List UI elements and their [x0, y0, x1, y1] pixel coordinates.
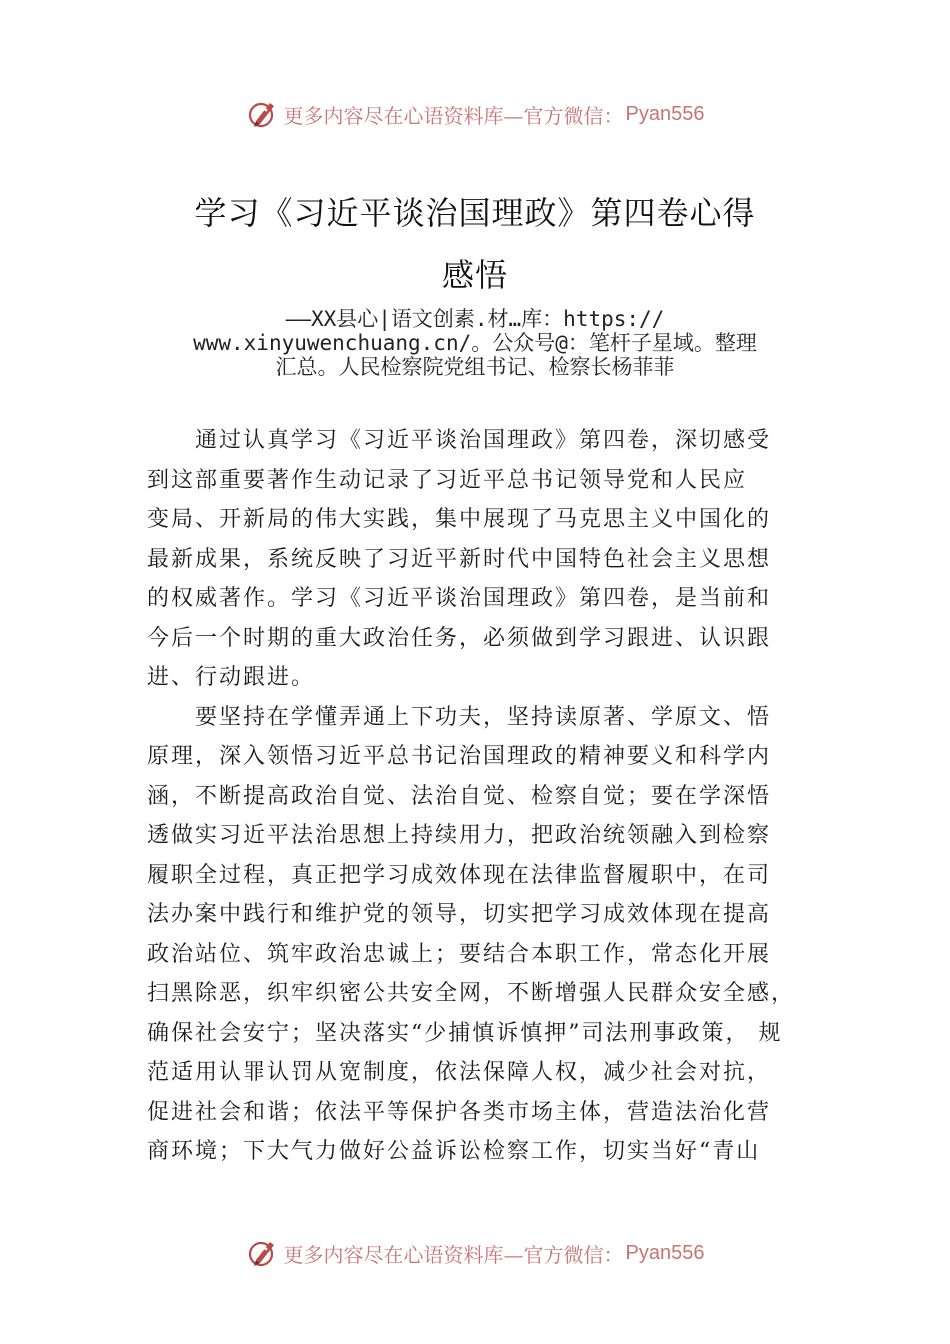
- body-line: 涵，不断提高政治自觉、法治自觉、检察自觉；要在学深悟: [147, 784, 772, 809]
- body-line: 扫黑除恶，织牢织密公共安全网，不断增强人民群众安全感，: [147, 981, 796, 1006]
- pen-nib-logo-icon: [246, 97, 280, 131]
- banner-text: 更多内容尽在心语资料库—官方微信：: [283, 103, 624, 128]
- body-line: 的权威著作。学习《习近平谈治国理政》第四卷，是当前和: [147, 586, 772, 611]
- wechat-id: Pyan556: [625, 1241, 705, 1264]
- body-line: 今后一个时期的重大政治任务，必须做到学习跟进、认识跟: [147, 626, 772, 651]
- body-line: 进、行动跟进。: [147, 665, 316, 690]
- footer-banner: [0, 1233, 950, 1273]
- body-line: 政治站位、筑牢政治忠诚上；要结合本职工作，常态化开展: [147, 942, 772, 967]
- body-line: 到这部重要著作生动记录了习近平总书记领导党和人民应: [147, 468, 748, 493]
- byline-line-2: www.xinyuwenchuang.cn/。公众号@：笔杆子星域。整理: [193, 331, 757, 355]
- body-line: 法办案中践行和维护党的领导，切实把学习成效体现在提高: [147, 902, 772, 927]
- body-line: 促进社会和谐；依法平等保护各类市场主体，营造法治化营: [147, 1100, 772, 1125]
- body-line: 透做实习近平法治思想上持续用力，把政治统领融入到检察: [147, 823, 772, 848]
- header-banner: [0, 94, 950, 134]
- body-line: 履职全过程，真正把学习成效体现在法律监督履职中，在司: [147, 863, 772, 888]
- body-line: 通过认真学习《习近平谈治国理政》第四卷，深切感受: [147, 428, 772, 453]
- body-line: 范适用认罪认罚从宽制度，依法保障人权，减少社会对抗，: [147, 1060, 772, 1085]
- body-line: 变局、开新局的伟大实践，集中展现了马克思主义中国化的: [147, 507, 772, 532]
- body-line: 商环境；下大气力做好公益诉讼检察工作，切实当好“青山: [147, 1139, 761, 1164]
- body-line: 确保社会安宁；坚决落实“少捕慎诉慎押”司法刑事政策， 规: [147, 1021, 783, 1046]
- byline-line-1: ——XX县心|语文创素.材…库：https://: [285, 307, 665, 331]
- document-title-line-2: 感悟: [441, 256, 508, 294]
- pen-nib-logo-icon: [246, 1236, 280, 1270]
- document-title-line-1: 学习《习近平谈治国理政》第四卷心得: [194, 194, 756, 232]
- body-line: 原理，深入领悟习近平总书记治国理政的精神要义和科学内: [147, 744, 772, 769]
- body-line: 最新成果，系统反映了习近平新时代中国特色社会主义思想: [147, 547, 772, 572]
- byline-line-3: 汇总。人民检察院党组书记、检察长杨菲菲: [275, 355, 675, 379]
- wechat-id: Pyan556: [625, 102, 705, 125]
- banner-text: 更多内容尽在心语资料库—官方微信：: [283, 1242, 624, 1267]
- body-line: 要坚持在学懂弄通上下功夫，坚持读原著、学原文、悟: [147, 705, 772, 730]
